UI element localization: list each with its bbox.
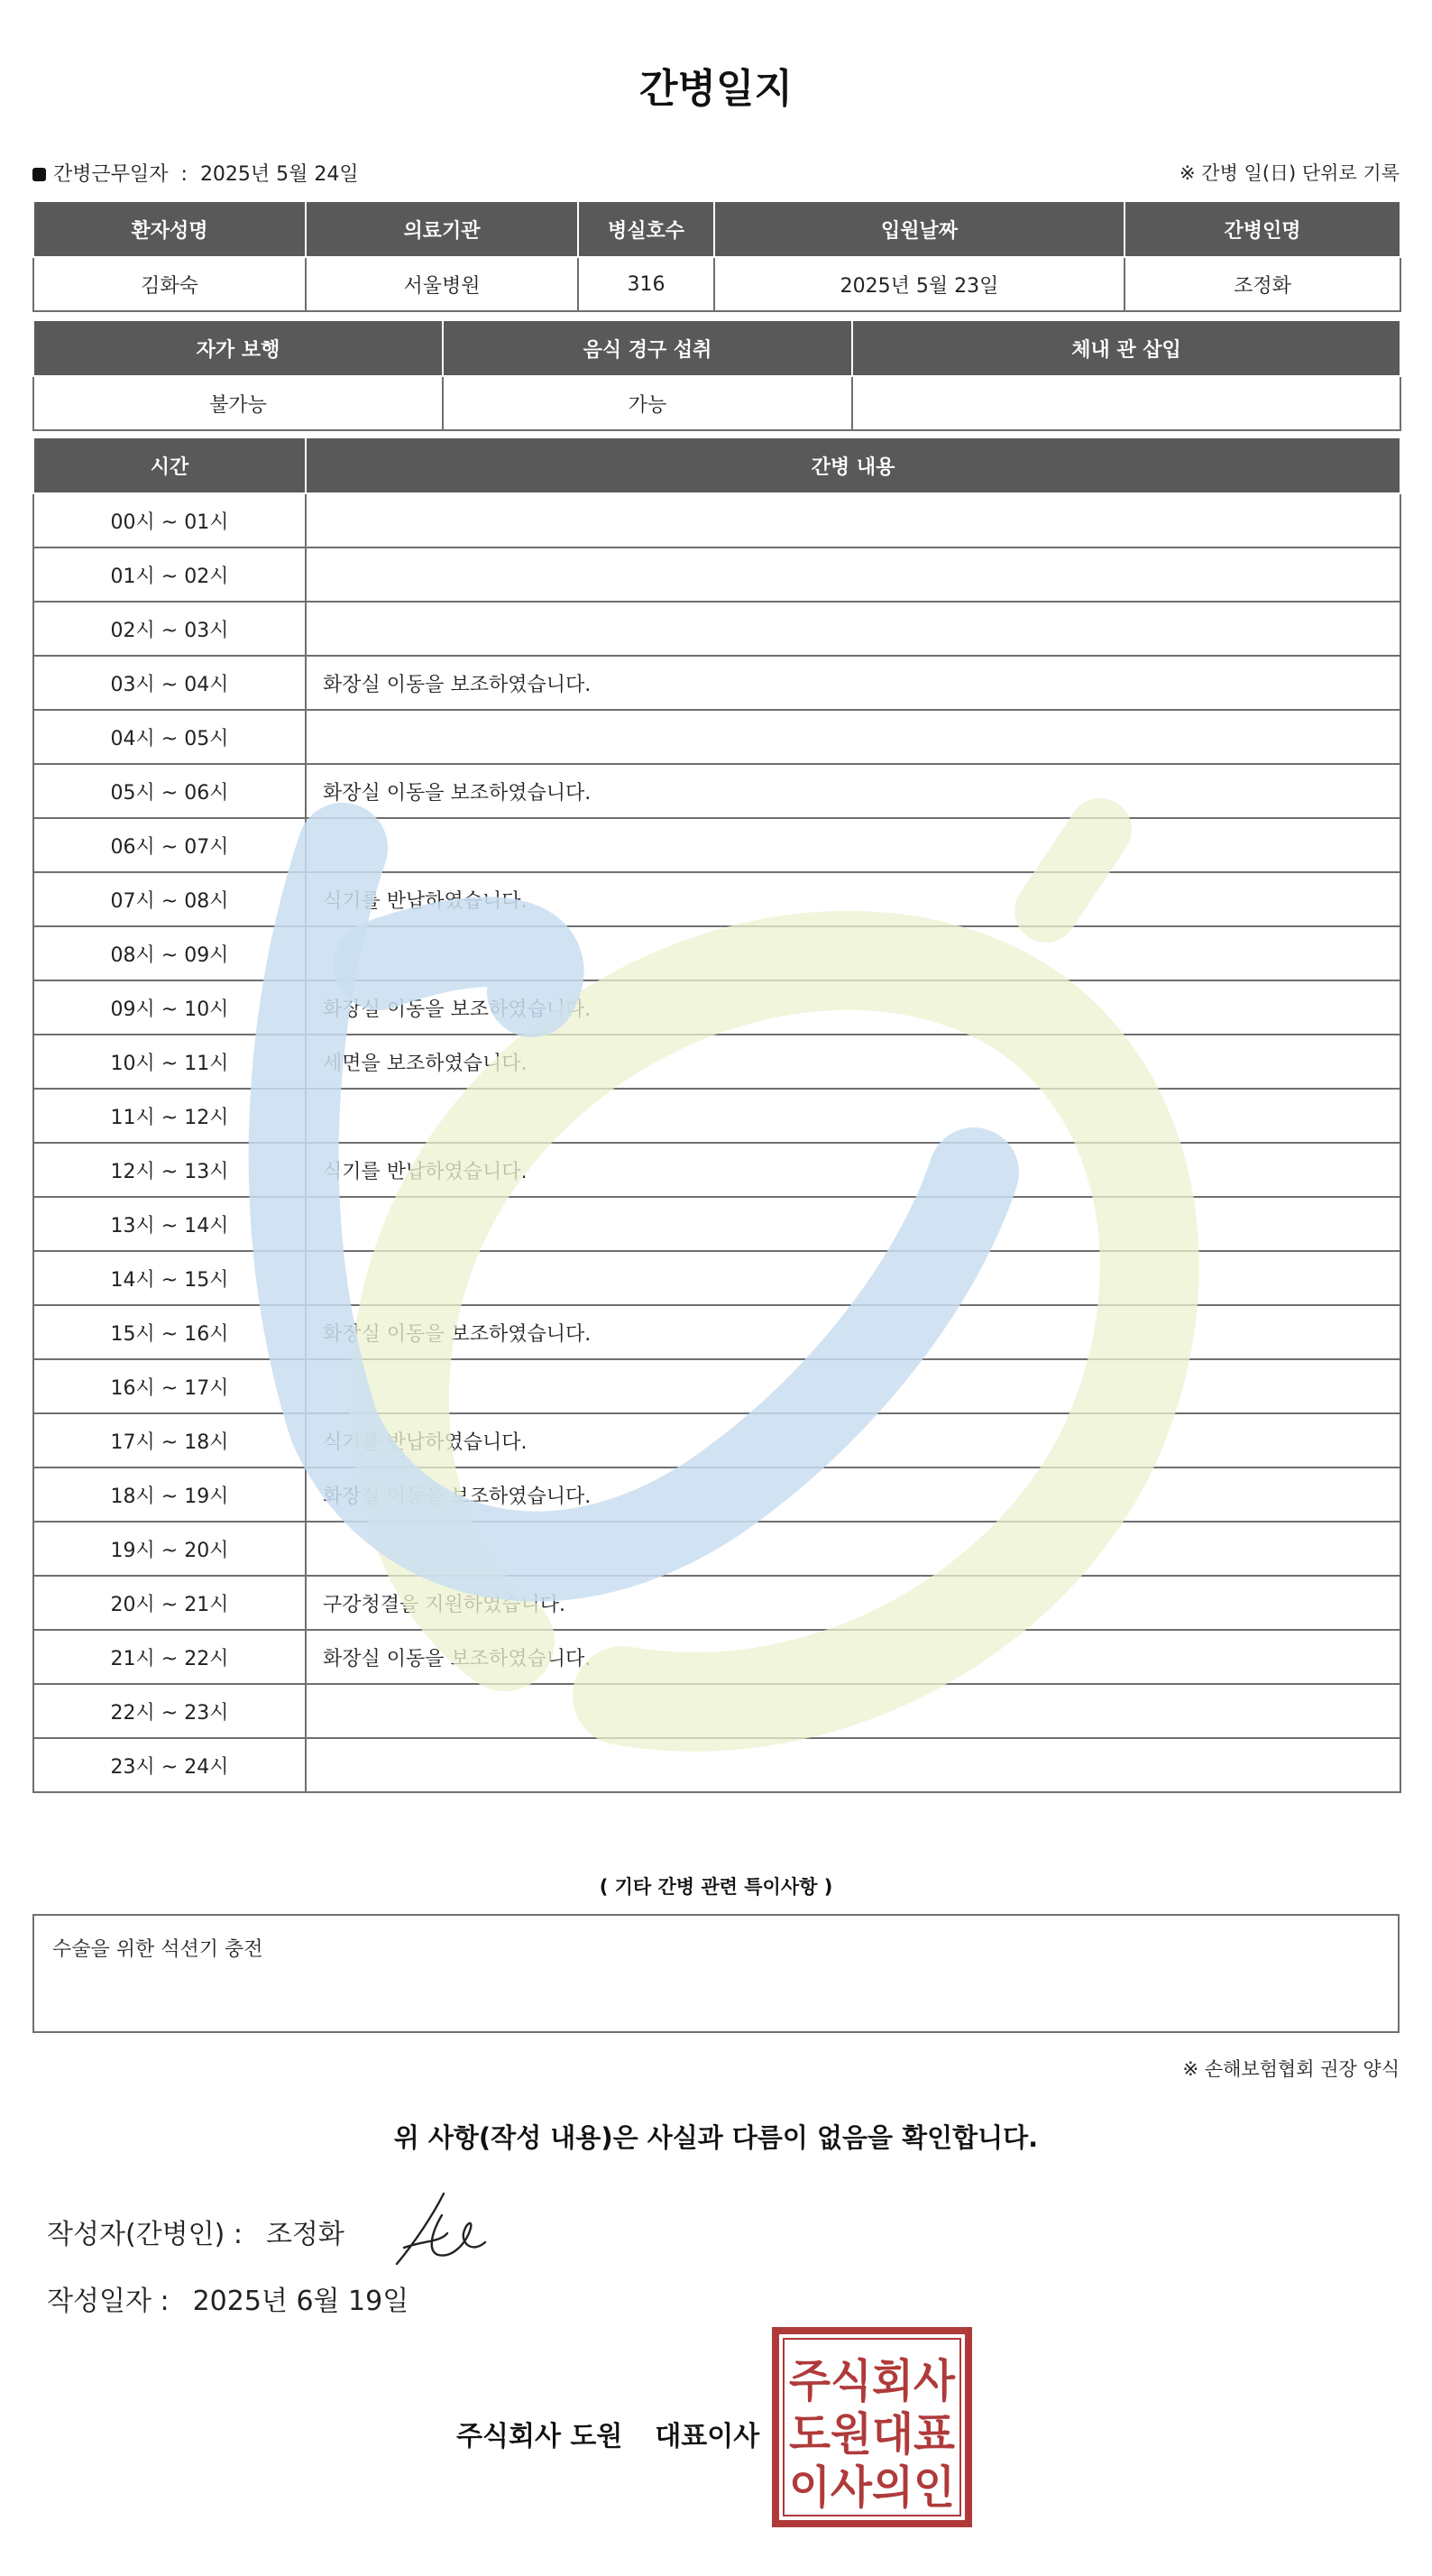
company-name: 주식회사 도원 xyxy=(456,2421,623,2452)
special-notes-box xyxy=(32,1914,1400,2033)
time-slot-cell: 07시 ~ 08시 xyxy=(33,872,306,926)
care-content-cell: 식기를 반납하였습니다. xyxy=(306,872,1400,926)
care-content-cell xyxy=(306,1251,1400,1305)
care-content-cell xyxy=(306,602,1400,656)
table-row xyxy=(33,926,1400,980)
care-content-cell: 식기를 반납하였습니다. xyxy=(306,1143,1400,1197)
table-row xyxy=(33,493,1400,547)
company-line xyxy=(456,2414,759,2453)
document-title: 간병일지 xyxy=(638,66,793,112)
care-content-cell: 세면을 보조하였습니다. xyxy=(306,1035,1400,1089)
care-content-cell xyxy=(306,1089,1400,1143)
time-slot-cell: 06시 ~ 07시 xyxy=(33,818,306,872)
time-slot-cell: 23시 ~ 24시 xyxy=(33,1738,306,1792)
care-content-cell xyxy=(306,1738,1400,1792)
writer-name: 조정화 xyxy=(265,2219,344,2250)
table-row xyxy=(33,1305,1400,1359)
time-slot-cell: 01시 ~ 02시 xyxy=(33,547,306,602)
work-date-separator: : xyxy=(180,163,188,186)
patient-name-header: 환자성명 xyxy=(33,201,306,257)
writer-label: 작성자(간병인) : xyxy=(47,2219,243,2250)
handwritten-signature xyxy=(388,2188,496,2269)
time-slot-cell: 14시 ~ 15시 xyxy=(33,1251,306,1305)
time-slot-cell: 04시 ~ 05시 xyxy=(33,710,306,764)
table-row xyxy=(33,980,1400,1035)
table-row xyxy=(33,1684,1400,1738)
work-date xyxy=(32,159,359,187)
time-slot-cell: 12시 ~ 13시 xyxy=(33,1143,306,1197)
care-content-cell: 화장실 이동을 보조하였습니다. xyxy=(306,980,1400,1035)
table-row xyxy=(33,1089,1400,1143)
seal-line-2: 도원대표 xyxy=(789,2408,956,2461)
caregiver-name-value: 조정화 xyxy=(1124,257,1400,311)
table-row xyxy=(33,872,1400,926)
association-form-note: ※ 손해보험협회 권장 양식 xyxy=(1182,2058,1400,2080)
table-row xyxy=(33,1738,1400,1792)
table-row xyxy=(33,1576,1400,1630)
time-header: 시간 xyxy=(33,437,306,493)
tube-insertion-value xyxy=(852,376,1400,430)
table-row xyxy=(33,764,1400,818)
care-content-header: 간병 내용 xyxy=(306,437,1400,493)
care-content-cell: 화장실 이동을 보조하였습니다. xyxy=(306,764,1400,818)
time-slot-cell: 20시 ~ 21시 xyxy=(33,1576,306,1630)
table-row xyxy=(33,1035,1400,1089)
table-row xyxy=(33,1630,1400,1684)
time-slot-cell: 15시 ~ 16시 xyxy=(33,1305,306,1359)
seal-line-3: 이사의인 xyxy=(789,2461,955,2514)
time-slot-cell: 22시 ~ 23시 xyxy=(33,1684,306,1738)
oral-intake-header: 음식 경구 섭취 xyxy=(443,320,852,376)
care-content-cell xyxy=(306,818,1400,872)
care-content-cell: 화장실 이동을 보조하였습니다. xyxy=(306,1305,1400,1359)
oral-intake-value: 가능 xyxy=(443,376,852,430)
care-content-cell xyxy=(306,926,1400,980)
seal-line-1: 주식회사 xyxy=(789,2355,956,2407)
care-content-cell xyxy=(306,1359,1400,1413)
confirmation-statement: 위 사항(작성 내용)은 사실과 다름이 없음을 확인합니다. xyxy=(393,2122,1039,2153)
company-seal-stamp xyxy=(772,2327,972,2527)
care-content-cell xyxy=(306,710,1400,764)
table-row xyxy=(33,1143,1400,1197)
written-date-value: 2025년 6월 19일 xyxy=(192,2286,409,2317)
table-row xyxy=(33,656,1400,710)
time-slot-cell: 21시 ~ 22시 xyxy=(33,1630,306,1684)
time-slot-cell: 10시 ~ 11시 xyxy=(33,1035,306,1089)
square-bullet-icon xyxy=(32,168,46,181)
table-row xyxy=(33,710,1400,764)
time-slot-cell: 03시 ~ 04시 xyxy=(33,656,306,710)
care-content-cell: 화장실 이동을 보조하였습니다. xyxy=(306,1630,1400,1684)
time-slot-cell: 13시 ~ 14시 xyxy=(33,1197,306,1251)
care-log-table xyxy=(32,437,1401,1793)
time-slot-cell: 19시 ~ 20시 xyxy=(33,1522,306,1576)
time-slot-cell: 18시 ~ 19시 xyxy=(33,1467,306,1522)
work-date-label: 간병근무일자 xyxy=(53,163,169,186)
admission-date-header: 입원날짜 xyxy=(714,201,1124,257)
special-notes-text: 수술을 위한 석션기 충전 xyxy=(52,1938,263,1961)
time-slot-cell: 00시 ~ 01시 xyxy=(33,493,306,547)
room-number-value: 316 xyxy=(578,257,714,311)
walking-value: 불가능 xyxy=(33,376,443,430)
time-slot-cell: 09시 ~ 10시 xyxy=(33,980,306,1035)
company-representative-title: 대표이사 xyxy=(655,2421,760,2452)
care-content-cell: 식기를 반납하였습니다. xyxy=(306,1413,1400,1467)
care-content-cell: 화장실 이동을 보조하였습니다. xyxy=(306,1467,1400,1522)
table-row xyxy=(33,1522,1400,1576)
table-row xyxy=(33,1197,1400,1251)
time-slot-cell: 17시 ~ 18시 xyxy=(33,1413,306,1467)
writer-line xyxy=(47,2212,344,2251)
table-row xyxy=(33,1359,1400,1413)
care-log-body xyxy=(33,493,1400,1792)
walking-header: 자가 보행 xyxy=(33,320,443,376)
care-content-cell: 구강청결을 지원하였습니다. xyxy=(306,1576,1400,1630)
table-row xyxy=(33,1467,1400,1522)
time-slot-cell: 11시 ~ 12시 xyxy=(33,1089,306,1143)
written-date-line xyxy=(47,2278,408,2318)
table-row xyxy=(33,1413,1400,1467)
care-content-cell xyxy=(306,1197,1400,1251)
day-unit-note: ※ 간병 일(日) 단위로 기록 xyxy=(1180,162,1400,184)
admission-date-value: 2025년 5월 23일 xyxy=(714,257,1124,311)
patient-info-table xyxy=(32,200,1401,312)
care-content-cell xyxy=(306,547,1400,602)
care-content-cell xyxy=(306,493,1400,547)
care-content-cell xyxy=(306,1522,1400,1576)
work-date-value: 2025년 5월 24일 xyxy=(199,163,359,186)
time-slot-cell: 05시 ~ 06시 xyxy=(33,764,306,818)
patient-name-value: 김화숙 xyxy=(33,257,306,311)
room-number-header: 병실호수 xyxy=(578,201,714,257)
care-content-cell: 화장실 이동을 보조하였습니다. xyxy=(306,656,1400,710)
table-row xyxy=(33,547,1400,602)
time-slot-cell: 16시 ~ 17시 xyxy=(33,1359,306,1413)
table-row xyxy=(33,818,1400,872)
care-content-cell xyxy=(306,1684,1400,1738)
special-notes-title: ( 기타 간병 관련 특이사항 ) xyxy=(599,1876,833,1898)
time-slot-cell: 08시 ~ 09시 xyxy=(33,926,306,980)
table-row xyxy=(33,1251,1400,1305)
time-slot-cell: 02시 ~ 03시 xyxy=(33,602,306,656)
caregiver-name-header: 간병인명 xyxy=(1124,201,1400,257)
hospital-header: 의료기관 xyxy=(306,201,578,257)
hospital-value: 서울병원 xyxy=(306,257,578,311)
table-row xyxy=(33,602,1400,656)
tube-insertion-header: 체내 관 삽입 xyxy=(852,320,1400,376)
written-date-label: 작성일자 : xyxy=(47,2286,170,2317)
patient-status-table xyxy=(32,319,1401,431)
